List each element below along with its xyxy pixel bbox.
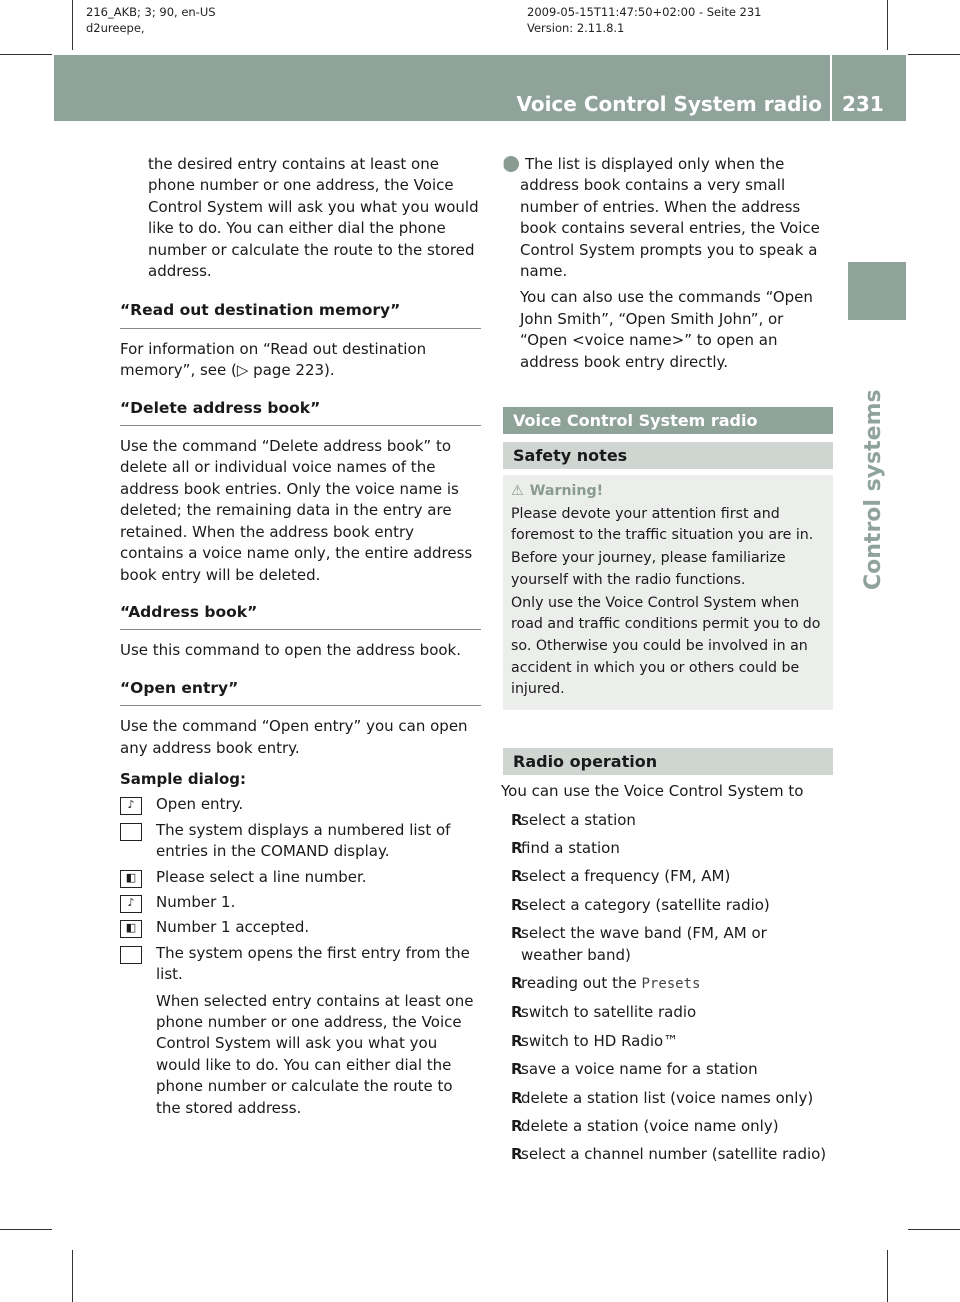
bullet-icon: R [511,973,523,992]
speaker-icon: ♪ [120,895,142,913]
list-item: Rselect the wave band (FM, AM or weather band) [511,924,767,964]
dialog-row [120,892,481,913]
list-item: Rswitch to satellite radio [503,1002,833,1023]
warning-icon: ⚠ [511,483,524,500]
radio-intro: You can use the Voice Control System to [501,782,804,801]
dialog-text: Number 1. [156,892,236,911]
print-meta-left [86,4,216,36]
page-number: 231 [842,92,884,116]
list-item: Rselect a frequency (FM, AM) [503,866,833,887]
crop-mark [0,1229,52,1230]
bullet-icon: R [511,1031,523,1050]
info-icon: i [503,156,519,172]
list-item: Rswitch to HD Radio™ [503,1031,833,1052]
dialog-text-main: The system opens the first entry from the list. [156,943,470,984]
section-heading-bar: Voice Control System radio [503,407,833,434]
safety-notes-bar: Safety notes [503,442,833,469]
dialog-text: Please select a line number. [156,867,367,886]
bullet-icon: R [511,1088,523,1107]
list-item: Rsave a voice name for a station [503,1059,833,1080]
crop-mark [0,54,52,55]
chapter-tab [848,262,906,320]
dialog-row [120,917,481,938]
info-paragraph [500,154,833,282]
dialog-text: Open entry. [156,795,244,814]
crop-mark [72,1250,73,1302]
info-paragraph-2: You can also use the commands “Open John Smith”, “Open Smith John”, or “Open <voice name>” to open an address book entry directly. [520,288,813,371]
system-voice-icon: ◧ [120,870,142,888]
paragraph-open-entry: Use the command “Open entry” you can open any address book entry. [120,717,468,757]
crop-mark [887,0,888,50]
warning-box [503,475,833,710]
bullet-icon: R [511,895,523,914]
list-item: Rdelete a station list (voice names only) [503,1088,833,1109]
sample-dialog-label: Sample dialog: [120,769,247,788]
dialog-row [120,820,481,863]
display-icon [120,946,142,964]
page-title: Voice Control System radio [516,92,822,116]
system-voice-icon: ◧ [120,920,142,938]
heading-delete-address-book: “Delete address book” [120,398,481,426]
print-meta-right [527,4,762,36]
warning-text: Before your journey, please familiarize yourself with the radio functions. [511,550,786,588]
list-item: Rfind a station [503,838,833,859]
meta-right-line1: 2009-05-15T11:47:50+02:00 - Seite 231 [527,5,762,19]
dialog-row [120,867,481,888]
dialog-text [156,943,481,1119]
meta-left-line1: 216_AKB; 3; 90, en-US [86,5,216,19]
bullet-icon: R [511,838,523,857]
bullet-icon: R [511,810,523,829]
dialog-followup: When selected entry contains at least one phone number or one address, the Voice Control System will ask you what you would like to do. You can either dial the phone number or calculate the route to the stored address. [156,991,474,1117]
info-text: The list is displayed only when the address book contains a very small number of entries. When the address book contains several entries, the Voice Control System prompts you to speak a name. [520,155,820,281]
crop-mark [908,1229,960,1230]
list-item: Rdelete a station (voice name only) [503,1116,833,1137]
list-item: Rselect a channel number (satellite radio) [503,1144,833,1165]
paragraph-read-out: For information on “Read out destination memory”, see (▷ page 223). [120,339,427,380]
list-item: Rselect a station [503,810,833,831]
warning-title: Warning! [529,483,604,500]
meta-left-line2: d2ureepe, [86,21,145,35]
speaker-icon: ♪ [120,797,142,815]
dialog-row [120,794,481,815]
bullet-icon: R [511,924,523,943]
presets-label: Presets [641,975,701,992]
paragraph-address-book: Use this command to open the address book. [120,641,462,660]
heading-address-book: “Address book” [120,602,481,630]
bullet-icon: R [511,1060,523,1079]
crop-mark [887,1250,888,1302]
meta-right-line2: Version: 2.11.8.1 [527,21,625,35]
heading-read-out-destination: “Read out destination memory” [120,300,481,328]
radio-operation-bar: Radio operation [503,748,833,775]
list-item: Rreading out the Presets [503,973,833,995]
paragraph-delete-address-book: Use the command “Delete address book” to delete all or individual voice names of the address book entries. Only the voice name is deleted; the remaining data in the entry are retained. When the address book entry contains a voice name only, the entire address book entry will be deleted. [120,437,473,584]
header-separator [830,55,832,121]
crop-mark [72,0,73,50]
bullet-icon: R [511,1145,523,1164]
warning-text: Please devote your attention first and foremost to the traffic situation you are in. [511,505,814,544]
bullet-icon: R [511,1116,523,1135]
bullet-icon: R [511,867,523,886]
warning-text: Only use the Voice Control System when road and traffic conditions permit you to do so. Otherwise you could be involved in an accident in which you or others could be injured. [511,594,821,698]
display-icon [120,823,142,841]
list-item: Rselect a category (satellite radio) [503,895,833,916]
crop-mark [908,54,960,55]
warning-heading [511,481,825,503]
bullet-icon: R [511,1003,523,1022]
dialog-text: The system displays a numbered list of entries in the COMAND display. [156,820,451,861]
intro-paragraph: the desired entry contains at least one phone number or one address, the Voice Control System will ask you what you would like to do. You can either dial the phone number or calculate the route to the stored address. [148,155,479,281]
right-column [500,154,833,1166]
dialog-row [120,943,481,1119]
chapter-label: Control systems [861,389,886,590]
dialog-text: Number 1 accepted. [156,918,310,937]
left-column [120,154,481,1119]
heading-open-entry: “Open entry” [120,678,481,706]
